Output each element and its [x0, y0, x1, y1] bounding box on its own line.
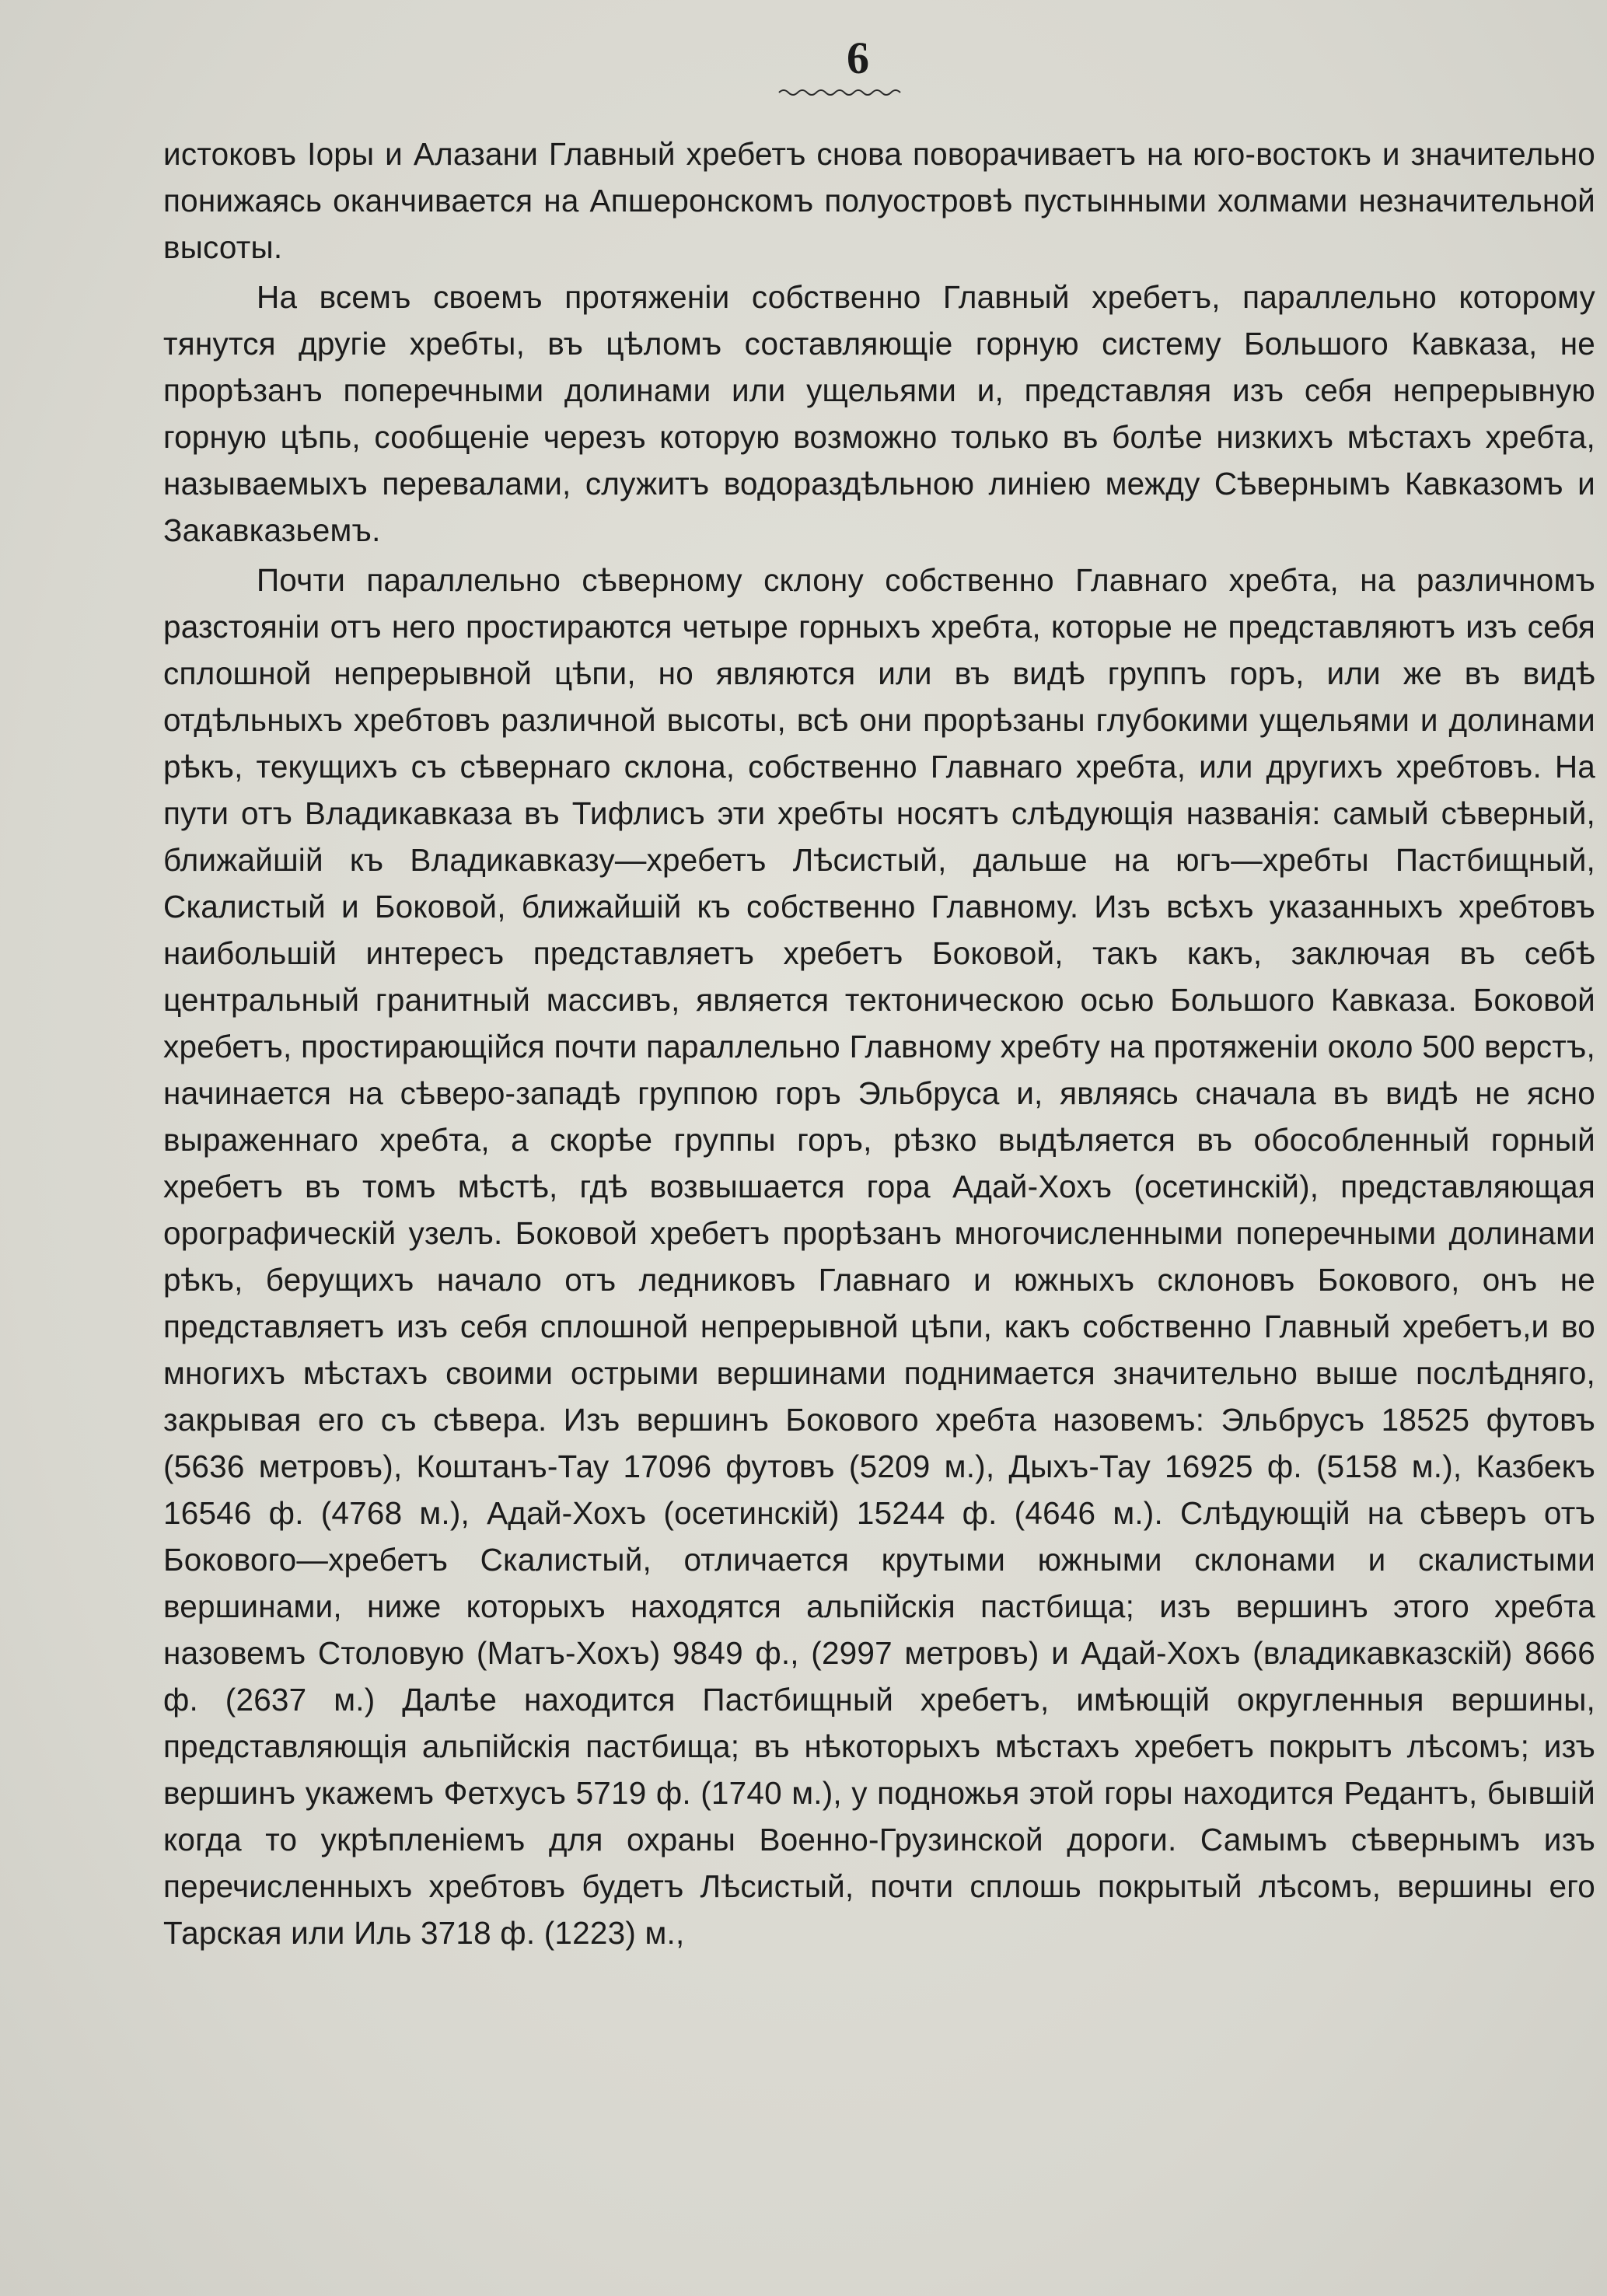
decorative-wavy-rule	[777, 87, 902, 98]
paragraph: истоковъ Іоры и Алазани Главный хребетъ снова поворачиваетъ на юго-востокъ и значительно понижаясь оканчивается на Апшеронскомъ полуостровѣ пустынными холмами незначительной высоты.	[163, 136, 1595, 265]
page-number: 6	[847, 33, 869, 83]
paragraph: Почти параллельно сѣверному склону собственно Главнаго хребта, на различномъ разстояніи отъ него простираются четыре горныхъ хребта, которые не представляютъ изъ себя сплошной непрерывной цѣпи, но являются или въ видѣ группъ горъ, или же въ видѣ отдѣльныхъ хребтовъ различной высоты, всѣ они прорѣзаны глубокими ущельями и долинами рѣкъ, текущихъ съ сѣвернаго склона, собственно Главнаго хребта, или другихъ хребтовъ. На пути отъ Владикавказа въ Тифлисъ эти хребты носятъ слѣдующія названія: самый сѣверный, ближайшій къ Владикавказу—хребетъ Лѣсистый, дальше на югъ—хребты Пастбищный, Скалистый и Боковой, ближайшій къ собственно Главному. Изъ всѣхъ указанныхъ хребтовъ наибольшій интересъ представляетъ хребетъ Боковой, такъ какъ, заключая въ себѣ центральный гранитный массивъ, является тектоническою осью Большого Кавказа. Боковой хребетъ, простирающійся почти параллельно Главному хребту на протяженіи около 500 верстъ, начинается на сѣверо-западѣ группою горъ Эльбруса и, являясь сначала въ видѣ не ясно выраженнаго хребта, а скорѣе группы горъ, рѣзко выдѣляется въ обособленный горный хребетъ въ томъ мѣстѣ, гдѣ возвышается гора Адай-Хохъ (осетинскій), представляющая орографическій узелъ. Боковой хребетъ прорѣзанъ многочисленными поперечными долинами рѣкъ, берущихъ начало отъ ледниковъ Главнаго и южныхъ склоновъ Бокового, онъ не представляетъ изъ себя сплошной непрерывной цѣпи, какъ собственно Главный хребетъ,и во многихъ мѣстахъ своими острыми вершинами поднимается значительно выше послѣдняго, закрывая его съ сѣвера. Изъ вершинъ Бокового хребта назовемъ: Эльбрусъ 18525 футовъ (5636 метровъ), Коштанъ-Тау 17096 футовъ (5209 м.), Дыхъ-Тау 16925 ф. (5158 м.), Казбекъ 16546 ф. (4768 м.), Адай-Хохъ (осетинскій) 15244 ф. (4646 м.). Слѣдующій на сѣверъ отъ Бокового—хребетъ Скалистый, отличается крутыми южными склонами и скалистыми вершинами, ниже которыхъ находятся альпійскія пастбища; изъ вершинъ этого хребта назовемъ Столовую (Матъ-Хохъ) 9849 ф., (2997 метровъ) и Адай-Хохъ (владикавказскій) 8666 ф. (2637 м.) Далѣе находится Пастбищный хребетъ, имѣющій округленныя вершины, представляющія альпійскія пастбища; въ нѣкоторыхъ мѣстахъ хребетъ покрытъ лѣсомъ; изъ вершинъ укажемъ Фетхусъ 5719 ф. (1740 м.), у подножья этой горы находится Редантъ, бывшій когда то укрѣпленіемъ для охраны Военно-Грузинской дороги. Самымъ сѣвернымъ изъ перечисленныхъ хребтовъ будетъ Лѣсистый, почти сплошь покрытый лѣсомъ, вершины его Тарская или Иль 3718 ф. (1223) м.,	[163, 562, 1595, 1951]
paragraph: На всемъ своемъ протяженіи собственно Главный хребетъ, параллельно которому тянутся другіе хребты, въ цѣломъ составляющіе горную систему Большого Кавказа, не прорѣзанъ поперечными долинами или ущельями и, представляя изъ себя непрерывную горную цѣпь, сообщеніе черезъ которую возможно только въ болѣе низкихъ мѣстахъ хребта, называемыхъ перевалами, служитъ водораздѣльною линіею между Сѣвернымъ Кавказомъ и Закавказьемъ.	[163, 279, 1595, 548]
body-text	[163, 131, 1595, 1956]
